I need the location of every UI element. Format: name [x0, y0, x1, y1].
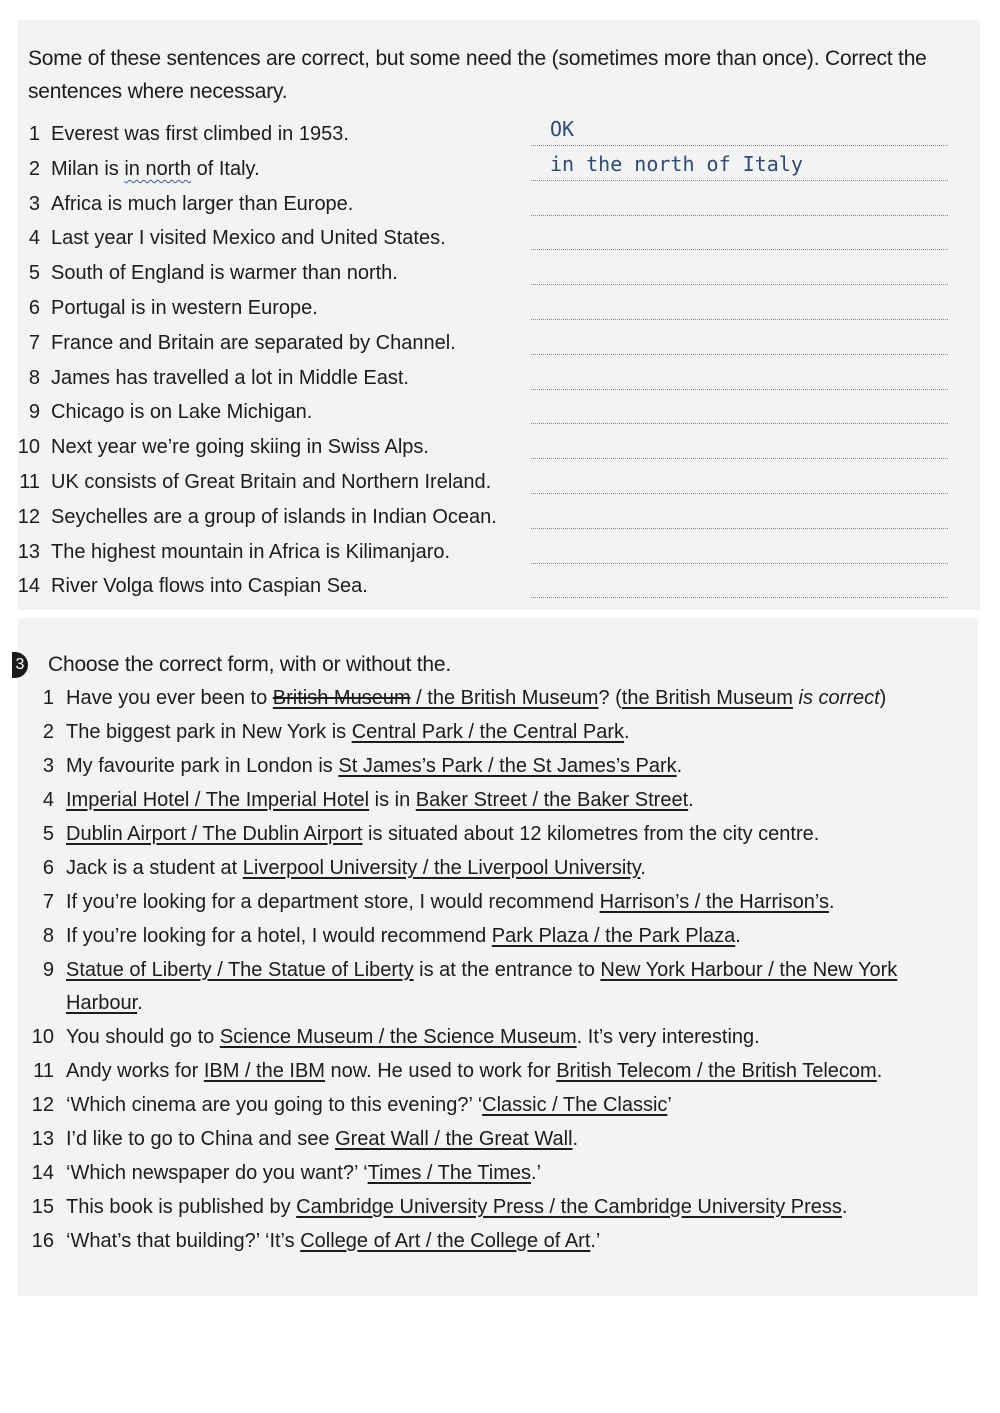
sentence-text: Have you ever been to	[66, 687, 273, 709]
sentence-text: .	[841, 1196, 848, 1218]
item-sentence: Chicago is on Lake Michigan.	[51, 401, 313, 424]
item-number: 5	[42, 823, 54, 845]
marked-error: in north	[124, 157, 192, 180]
exercise-a-item	[18, 569, 968, 604]
answer-choice[interactable]: Baker Street / the Baker Street	[415, 789, 689, 811]
item-sentence: South of England is warmer than north.	[51, 262, 398, 285]
item-sentence	[66, 1123, 946, 1156]
item-sentence	[66, 954, 946, 1020]
sentence-text: .	[624, 721, 630, 743]
sentence-text: Milan is	[51, 157, 125, 180]
item-sentence	[66, 920, 946, 953]
exercise-a-item	[18, 535, 968, 570]
answer-choice[interactable]: / the British Museum	[410, 687, 599, 709]
item-sentence: Next year we’re going skiing in Swiss Alps.	[51, 436, 429, 459]
item-sentence	[66, 716, 946, 749]
sentence-text: ‘Which newspaper do you want?’ ‘	[66, 1162, 368, 1184]
item-sentence	[66, 818, 946, 851]
answer-choice[interactable]: British Telecom / the British Telecom	[556, 1060, 877, 1082]
exercise-a-item	[18, 291, 968, 326]
item-sentence	[66, 682, 946, 715]
sentence-text: . It’s very interesting.	[576, 1026, 760, 1048]
sentence-text: If you’re looking for a department store, I would recommend	[66, 891, 600, 913]
item-sentence	[66, 852, 946, 885]
item-number: 8	[42, 925, 54, 947]
item-sentence: Everest was first climbed in 1953.	[51, 123, 349, 145]
item-sentence: UK consists of Great Britain and Northern Ireland.	[51, 471, 492, 493]
answer-line[interactable]	[531, 563, 948, 564]
answer-line[interactable]	[531, 215, 948, 216]
item-sentence	[66, 1157, 946, 1190]
sentence-text: ‘What’s that building?’ ‘It’s	[66, 1230, 301, 1252]
item-number: 1	[28, 123, 40, 145]
answer-choice[interactable]: Imperial Hotel / The Imperial Hotel	[66, 789, 370, 811]
exercise-a-item	[18, 326, 968, 361]
item-number: 10	[17, 436, 40, 459]
item-sentence	[51, 158, 260, 181]
item-number: 2	[28, 157, 40, 180]
item-number: 2	[42, 721, 54, 743]
item-number: 15	[31, 1196, 54, 1218]
answer-line[interactable]	[531, 597, 948, 598]
item-sentence: Seychelles are a group of islands in Indian Ocean.	[51, 505, 497, 528]
item-number: 9	[28, 401, 40, 424]
answer-choice[interactable]: Great Wall / the Great Wall	[335, 1128, 573, 1150]
item-number: 11	[19, 471, 40, 493]
answer-choice[interactable]: Harrison’s / the Harrison’s	[599, 891, 829, 913]
item-sentence: Portugal is in western Europe.	[51, 297, 318, 319]
item-sentence	[66, 1191, 946, 1224]
sentence-text: ‘Which cinema are you going to this evening?’ ‘	[66, 1094, 483, 1116]
sentence-text: is in	[369, 789, 416, 811]
answer-choice[interactable]: Times / The Times	[367, 1162, 532, 1184]
item-sentence: Last year I visited Mexico and United States.	[51, 227, 446, 250]
answer-choice[interactable]: Liverpool University / the Liverpool University	[242, 857, 641, 879]
exercise-a-panel	[18, 20, 980, 610]
sentence-text: .	[876, 1060, 883, 1082]
answer-choice[interactable]: Central Park / the Central Park	[351, 721, 625, 743]
sentence-text: .’	[590, 1230, 601, 1252]
sentence-text: You should go to	[66, 1026, 220, 1048]
answer-line[interactable]	[531, 458, 948, 459]
item-number: 5	[28, 262, 40, 285]
exercise-a-item	[18, 256, 968, 291]
exercise-a-item	[18, 117, 968, 152]
item-sentence: The highest mountain in Africa is Kilimanjaro.	[51, 540, 451, 563]
exercise-a-item	[18, 500, 968, 535]
item-number: 3	[28, 192, 40, 215]
answer-choice[interactable]: St James’s Park / the St James’s Park	[338, 755, 677, 777]
item-number: 13	[17, 540, 40, 563]
answer-line[interactable]	[531, 145, 948, 146]
sentence-text: is at the entrance to	[413, 959, 601, 981]
item-number: 11	[33, 1060, 54, 1082]
sentence-text: I’d like to go to China and see	[66, 1128, 336, 1150]
sentence-text: .	[828, 891, 835, 913]
answer-choice[interactable]: IBM / the IBM	[203, 1060, 325, 1082]
item-number: 6	[42, 857, 54, 879]
item-number: 7	[42, 891, 54, 913]
item-number: 7	[28, 331, 40, 354]
item-number: 14	[31, 1162, 54, 1184]
item-number: 10	[31, 1026, 54, 1048]
item-sentence	[66, 784, 946, 817]
item-number: 16	[31, 1230, 54, 1252]
sentence-text: is situated about 12 kilometres from the city centre.	[362, 823, 820, 845]
exercise-a-item	[18, 187, 968, 222]
item-number: 6	[28, 297, 40, 319]
item-sentence	[66, 750, 946, 783]
exercise-a-item	[18, 361, 968, 396]
answer-line[interactable]	[531, 389, 948, 390]
item-sentence	[66, 1021, 946, 1054]
sentence-text: .	[676, 755, 683, 777]
item-sentence: France and Britain are separated by Channel.	[51, 331, 456, 354]
sentence-text: .	[640, 857, 646, 879]
crossed-out-choice: British Museum	[272, 687, 411, 709]
answer-line[interactable]	[531, 354, 948, 355]
exercise-a-item	[18, 465, 968, 500]
sentence-text: .	[735, 925, 741, 947]
answer-choice[interactable]: Dublin Airport / The Dublin Airport	[66, 823, 363, 845]
correct-note: is correct	[792, 687, 880, 709]
item-sentence: James has travelled a lot in Middle East.	[51, 366, 409, 389]
item-sentence: Africa is much larger than Europe.	[51, 192, 354, 215]
sentence-text: This book is published by	[66, 1196, 297, 1218]
item-sentence	[66, 1055, 946, 1088]
item-number: 9	[42, 959, 54, 981]
item-number: 12	[17, 505, 40, 528]
answer-line[interactable]	[531, 423, 948, 424]
answer-line[interactable]	[531, 284, 948, 285]
exercise-a-instruction: Some of these sentences are correct, but some need the (sometimes more than once). Correct the sentences where necessary.	[28, 47, 927, 103]
handwritten-answer: in the north of Italy	[550, 151, 803, 176]
answer-choice[interactable]: Classic / The Classic	[482, 1094, 668, 1116]
sentence-text: .	[688, 789, 694, 811]
exercise-a-item	[18, 395, 968, 430]
sentence-text: .	[137, 992, 143, 1014]
exercise-b-instruction: Choose the correct form, with or without the.	[48, 653, 452, 676]
exercise-a-item	[18, 430, 968, 465]
sentence-text: Andy works for	[66, 1060, 204, 1082]
item-number: 4	[28, 227, 40, 250]
item-number: 12	[31, 1094, 54, 1116]
item-number: 4	[42, 789, 54, 811]
exercise-a-item	[18, 221, 968, 256]
answer-line[interactable]	[531, 528, 948, 529]
answer-line[interactable]	[531, 180, 948, 181]
sentence-text: ? (	[598, 687, 622, 709]
answer-choice[interactable]: Statue of Liberty / The Statue of Liberty	[66, 959, 414, 981]
item-number: 13	[31, 1128, 54, 1150]
sentence-text: )	[879, 687, 887, 709]
item-sentence	[66, 1089, 946, 1122]
handwritten-answer: OK	[550, 117, 575, 141]
item-sentence	[66, 1225, 946, 1258]
sentence-text: Jack is a student at	[66, 857, 243, 879]
answer-line[interactable]	[531, 319, 948, 320]
item-sentence	[66, 886, 946, 919]
answer-choice[interactable]: Science Museum / the Science Museum	[219, 1026, 577, 1048]
answer-line[interactable]	[531, 493, 948, 494]
sentence-text: ’	[667, 1094, 672, 1116]
exercise-a-item	[18, 152, 968, 187]
item-number: 3	[42, 755, 54, 777]
answer-choice[interactable]: the British Museum	[621, 687, 793, 709]
item-number: 14	[17, 575, 40, 598]
sentence-text: If you’re looking for a hotel, I would recommend	[66, 925, 492, 947]
exercise-b-panel	[15, 618, 978, 1296]
answer-choice[interactable]: Park Plaza / the Park Plaza	[491, 925, 736, 947]
item-sentence: River Volga flows into Caspian Sea.	[51, 575, 368, 598]
item-number: 8	[28, 366, 40, 389]
sentence-text: The biggest park in New York is	[66, 721, 352, 743]
sentence-text: My favourite park in London is	[66, 755, 339, 777]
answer-choice[interactable]: College of Art / the College of Art	[300, 1230, 591, 1252]
answer-choice[interactable]: New York Harbour / the New York Harbour	[66, 959, 898, 1014]
answer-line[interactable]	[531, 249, 948, 250]
item-number: 1	[42, 687, 54, 709]
sentence-text: .	[572, 1128, 579, 1150]
answer-choice[interactable]: Cambridge University Press / the Cambridge University Press	[296, 1196, 842, 1218]
sentence-text: of Italy.	[191, 157, 260, 180]
sentence-text: now. He used to work for	[324, 1060, 557, 1082]
exercise-number-badge: 3	[12, 652, 28, 678]
sentence-text: .’	[531, 1162, 542, 1184]
